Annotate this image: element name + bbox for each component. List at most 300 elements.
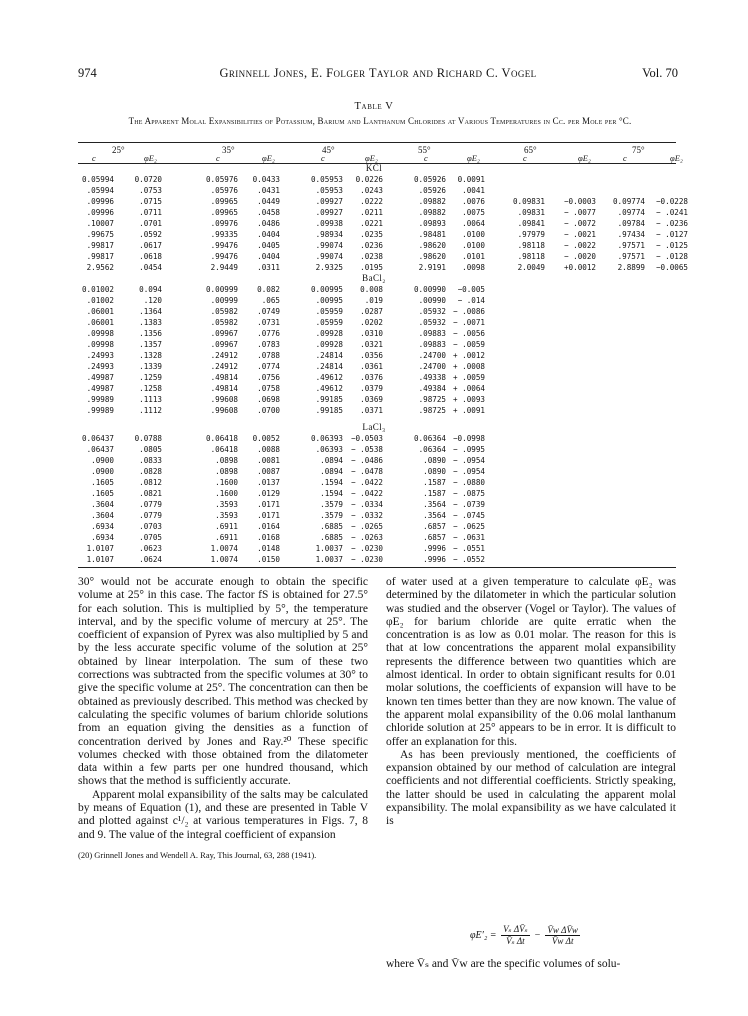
expansibility-cell: .0731 [257, 318, 280, 327]
expansibility-cell: − .0230 [350, 544, 383, 553]
table-row [0, 406, 748, 417]
expansibility-cell: − .0020 [563, 252, 596, 261]
expansibility-cell: .0756 [257, 373, 280, 382]
temperature-header: 75° [632, 145, 645, 155]
concentration-cell: .05953 [315, 186, 343, 195]
concentration-cell: .24993 [86, 351, 114, 360]
table-bottom-rule [78, 567, 676, 568]
concentration-cell: .99476 [210, 241, 238, 250]
fraction-denominator: V̄w Δt [551, 936, 574, 946]
concentration-cell: .6885 [320, 533, 343, 542]
concentration-cell: 0.05953 [310, 175, 343, 184]
table-row [0, 318, 748, 329]
running-head [78, 66, 678, 82]
expansibility-cell: − .0745 [452, 511, 485, 520]
expansibility-cell: .0715 [139, 197, 162, 206]
expansibility-cell: .0098 [462, 263, 485, 272]
concentration-cell: 0.05926 [413, 175, 446, 184]
concentration-cell: .1600 [215, 478, 238, 487]
expansibility-cell: .0100 [462, 230, 485, 239]
concentration-cell: .01002 [86, 296, 114, 305]
expansibility-cell: .120 [143, 296, 162, 305]
expansibility-cell: −0.005 [457, 285, 485, 294]
concentration-cell: 2.9562 [86, 263, 114, 272]
concentration-cell: .05976 [210, 186, 238, 195]
table-top-rule [78, 142, 676, 143]
expansibility-cell: .0749 [257, 307, 280, 316]
concentration-cell: .24700 [418, 362, 446, 371]
expansibility-cell: .0087 [257, 467, 280, 476]
expansibility-cell: −0.0503 [350, 434, 383, 443]
expansibility-cell: .1357 [139, 340, 162, 349]
expansibility-cell: − .0538 [350, 445, 383, 454]
expansibility-cell: .0705 [139, 533, 162, 542]
concentration-cell: .0898 [215, 456, 238, 465]
concentration-cell: 0.06437 [81, 434, 114, 443]
concentration-cell: .99817 [86, 241, 114, 250]
concentration-cell: .00990 [418, 296, 446, 305]
expansibility-cell: .0235 [360, 230, 383, 239]
expansibility-cell: 0.0433 [252, 175, 280, 184]
table-row [0, 445, 748, 456]
concentration-cell: .9996 [423, 544, 446, 553]
expansibility-cell: − .014 [457, 296, 485, 305]
expansibility-cell: .019 [364, 296, 383, 305]
expansibility-cell: − .0875 [452, 489, 485, 498]
concentration-cell: .09831 [517, 208, 545, 217]
expansibility-cell: .0703 [139, 522, 162, 531]
expansibility-cell: .0211 [360, 208, 383, 217]
expansibility-cell: − .0478 [350, 467, 383, 476]
expansibility-cell: 0.0091 [457, 175, 485, 184]
expansibility-cell: − .0334 [350, 500, 383, 509]
expansibility-cell: .0129 [257, 489, 280, 498]
body-paragraph: As has been previously mentioned, the coefficients of expansion obtained by our method of calculation are integral coefficients and not differential coefficients. Strictly speaking, the latter should be used in calculating the apparent molal expansibility. The molal expansibility as we have calculated it is [386, 748, 676, 828]
expansibility-cell: − .0422 [350, 478, 383, 487]
expansibility-cell: .0486 [257, 219, 280, 228]
concentration-cell: .98620 [418, 241, 446, 250]
concentration-cell: 0.05994 [81, 175, 114, 184]
temperature-header: 55° [418, 145, 431, 155]
concentration-cell: 1.0037 [315, 544, 343, 553]
concentration-cell: .6857 [423, 522, 446, 531]
concentration-cell: .9996 [423, 555, 446, 564]
concentration-cell: .0894 [320, 467, 343, 476]
expansibility-cell: − .0241 [655, 208, 688, 217]
table-row [0, 456, 748, 467]
table-row [0, 373, 748, 384]
expansibility-cell: + .0012 [452, 351, 485, 360]
expansibility-header: φE₂ [262, 153, 275, 163]
table-row [0, 522, 748, 533]
concentration-cell: .99989 [86, 406, 114, 415]
expansibility-cell: .0137 [257, 478, 280, 487]
concentration-cell: .00995 [315, 296, 343, 305]
concentration-cell: .09784 [617, 219, 645, 228]
expansibility-cell: .0617 [139, 241, 162, 250]
table-row [0, 285, 748, 296]
expansibility-cell: .0405 [257, 241, 280, 250]
expansibility-cell: .0779 [139, 500, 162, 509]
concentration-cell: .10007 [86, 219, 114, 228]
table-row [0, 555, 748, 566]
body-paragraph: 30° would not be accurate enough to obtain the specific volume at 25° in this case. The factor fS is obtained for 27.5° for each solution. This is multiplied by 5°, the temperature interval, and by the specific volume of mercury at 25°. The coefficient of expansion of Pyrex was also multiplied by 5 and by the less accurate specific volume of the solution at 25° obtained by linear interpolation. The sum of these two corrections was subtracted from the specific volumes at 30° to give the specific volume at 25°. The concentration can then be obtained as previously described. This method was checked by calculating the specific volumes of barium chloride solutions from an equation giving the densities as a function of concentration derived by Jones and Ray.²⁰ These specific volumes checked with those obtained from the dilatometer data within a few parts per one hundred thousand, which shows that the method is sufficiently accurate. [78, 576, 368, 788]
concentration-cell: .0900 [91, 456, 114, 465]
expansibility-cell: .0711 [139, 208, 162, 217]
expansibility-cell: .0700 [257, 406, 280, 415]
expansibility-cell: − .0265 [350, 522, 383, 531]
expansibility-cell: .0454 [139, 263, 162, 272]
table-row [0, 544, 748, 555]
concentration-cell: .1594 [320, 478, 343, 487]
equation-lhs: φE′₂ = [470, 929, 497, 941]
concentration-cell: .97571 [617, 241, 645, 250]
expansibility-cell: + .0064 [452, 384, 485, 393]
concentration-cell: .1605 [91, 478, 114, 487]
table-row [0, 241, 748, 252]
expansibility-cell: .0088 [257, 445, 280, 454]
expansibility-cell: .1259 [139, 373, 162, 382]
expansibility-cell: .0431 [257, 186, 280, 195]
expansibility-cell: −0.0228 [655, 197, 688, 206]
concentration-cell: .3579 [320, 500, 343, 509]
expansibility-cell: .0758 [257, 384, 280, 393]
concentration-cell: .1605 [91, 489, 114, 498]
concentration-cell: .09938 [315, 219, 343, 228]
expansibility-cell: + .0091 [452, 406, 485, 415]
expansibility-cell: .0195 [360, 263, 383, 272]
expansibility-cell: .0243 [360, 186, 383, 195]
concentration-cell: .3564 [423, 511, 446, 520]
expansibility-header: φE₂ [578, 153, 591, 163]
concentration-cell: .06393 [315, 445, 343, 454]
concentration-cell: .99608 [210, 395, 238, 404]
expansibility-cell: + .0008 [452, 362, 485, 371]
concentration-cell: .0890 [423, 456, 446, 465]
concentration-cell: .49987 [86, 384, 114, 393]
table-row [0, 296, 748, 307]
concentration-cell: 1.0107 [86, 555, 114, 564]
concentration-cell: .05926 [418, 186, 446, 195]
expansibility-cell: − .0486 [350, 456, 383, 465]
expansibility-header: φE₂ [467, 153, 480, 163]
salt-group-heading: LaCl₃ [362, 422, 386, 432]
concentration-cell: .49338 [418, 373, 446, 382]
expansibility-cell: − .0071 [452, 318, 485, 327]
table-row [0, 467, 748, 478]
concentration-cell: .97434 [617, 230, 645, 239]
concentration-header: c [92, 153, 96, 163]
expansibility-cell: .0064 [462, 219, 485, 228]
concentration-cell: .98934 [315, 230, 343, 239]
expansibility-cell: .0148 [257, 544, 280, 553]
concentration-cell: .6934 [91, 533, 114, 542]
expansibility-cell: .0238 [360, 252, 383, 261]
concentration-cell: 0.09831 [512, 197, 545, 206]
equation-minus: − [534, 929, 541, 941]
concentration-cell: .24993 [86, 362, 114, 371]
concentration-cell: .09883 [418, 329, 446, 338]
expansibility-cell: .0287 [360, 307, 383, 316]
expansibility-cell: .0311 [257, 263, 280, 272]
concentration-cell: .49612 [315, 373, 343, 382]
concentration-cell: .49384 [418, 384, 446, 393]
expansibility-cell: .0075 [462, 208, 485, 217]
expansibility-cell: .0828 [139, 467, 162, 476]
closing-line [386, 958, 676, 971]
concentration-cell: .24912 [210, 351, 238, 360]
expansibility-cell: − .0332 [350, 511, 383, 520]
concentration-cell: .09893 [418, 219, 446, 228]
table-row [0, 384, 748, 395]
expansibility-cell: .0701 [139, 219, 162, 228]
concentration-cell: .06364 [418, 445, 446, 454]
concentration-cell: 1.0074 [210, 555, 238, 564]
expansibility-cell: − .0995 [452, 445, 485, 454]
expansibility-cell: − .0631 [452, 533, 485, 542]
body-text-line: where V̄ₛ and V̄w are the specific volumes of solu- [386, 958, 621, 970]
concentration-cell: 0.00995 [310, 285, 343, 294]
expansibility-cell: 0.0788 [134, 434, 162, 443]
running-head-authors: Grinnell Jones, E. Folger Taylor and Richard C. Vogel [219, 66, 537, 80]
table-row [0, 434, 748, 445]
concentration-cell: .09998 [86, 340, 114, 349]
expansibility-cell: −0.0003 [563, 197, 596, 206]
concentration-cell: .06001 [86, 307, 114, 316]
concentration-cell: .05932 [418, 318, 446, 327]
concentration-cell: .99074 [315, 252, 343, 261]
concentration-cell: 0.05976 [205, 175, 238, 184]
concentration-header: c [321, 153, 325, 163]
concentration-cell: .24814 [315, 362, 343, 371]
expansibility-cell: .0371 [360, 406, 383, 415]
page-number: 974 [78, 66, 97, 80]
expansibility-cell: .0449 [257, 197, 280, 206]
expansibility-cell: .0788 [257, 351, 280, 360]
expansibility-cell: .0171 [257, 511, 280, 520]
expansibility-cell: − .0127 [655, 230, 688, 239]
concentration-cell: .05982 [210, 307, 238, 316]
concentration-cell: .09967 [210, 329, 238, 338]
expansibility-cell: .0369 [360, 395, 383, 404]
expansibility-cell: .0076 [462, 197, 485, 206]
expansibility-cell: .0150 [257, 555, 280, 564]
concentration-cell: 0.06393 [310, 434, 343, 443]
expansibility-cell: .0779 [139, 511, 162, 520]
concentration-cell: .98725 [418, 395, 446, 404]
expansibility-cell: − .0625 [452, 522, 485, 531]
table-row [0, 395, 748, 406]
expansibility-cell: .1328 [139, 351, 162, 360]
expansibility-cell: .0376 [360, 373, 383, 382]
expansibility-cell: .0618 [139, 252, 162, 261]
concentration-cell: .09965 [210, 197, 238, 206]
concentration-cell: 0.00999 [205, 285, 238, 294]
expansibility-cell: 0.0052 [252, 434, 280, 443]
expansibility-cell: −0.0998 [452, 434, 485, 443]
table-row [0, 489, 748, 500]
concentration-cell: .24700 [418, 351, 446, 360]
concentration-cell: 2.9325 [315, 263, 343, 272]
expansibility-cell: .0753 [139, 186, 162, 195]
concentration-cell: .99074 [315, 241, 343, 250]
expansibility-cell: 0.094 [139, 285, 162, 294]
concentration-cell: .99989 [86, 395, 114, 404]
table-label: Table V [354, 101, 394, 112]
expansibility-cell: .1383 [139, 318, 162, 327]
expansibility-cell: − .0086 [452, 307, 485, 316]
concentration-header: c [523, 153, 527, 163]
concentration-cell: .99608 [210, 406, 238, 415]
concentration-cell: 2.9449 [210, 263, 238, 272]
expansibility-cell: − .0077 [563, 208, 596, 217]
expansibility-cell: − .0954 [452, 467, 485, 476]
concentration-cell: .05959 [315, 318, 343, 327]
temperature-header: 65° [524, 145, 537, 155]
expansibility-cell: .0310 [360, 329, 383, 338]
expansibility-cell: .1356 [139, 329, 162, 338]
concentration-cell: .09927 [315, 208, 343, 217]
concentration-cell: .6885 [320, 522, 343, 531]
concentration-cell: .6911 [215, 522, 238, 531]
table-row [0, 351, 748, 362]
expansibility-cell: .0624 [139, 555, 162, 564]
expansibility-cell: .1258 [139, 384, 162, 393]
body-paragraph: Apparent molal expansibility of the salts may be calculated by means of Equation (1), and these are presented in Table V and plotted against c¹/₂ at various temperatures in Figs. 7, 8 and 9. The value of the integral coefficient of expansion [78, 788, 368, 841]
concentration-cell: .97571 [617, 252, 645, 261]
concentration-cell: 1.0107 [86, 544, 114, 553]
expansibility-cell: .0221 [360, 219, 383, 228]
expansibility-cell: − .0056 [452, 329, 485, 338]
concentration-cell: .0890 [423, 467, 446, 476]
expansibility-cell: + .0093 [452, 395, 485, 404]
concentration-cell: .09928 [315, 340, 343, 349]
table-row [0, 219, 748, 230]
concentration-cell: .09996 [86, 208, 114, 217]
table-row [0, 329, 748, 340]
expansibility-header: φE₂ [670, 153, 683, 163]
expansibility-cell: .0171 [257, 500, 280, 509]
table-row [0, 197, 748, 208]
concentration-cell: 1.0037 [315, 555, 343, 564]
expansibility-cell: .0081 [257, 456, 280, 465]
concentration-cell: .49814 [210, 384, 238, 393]
concentration-header: c [623, 153, 627, 163]
expansibility-cell: .0236 [360, 241, 383, 250]
expansibility-cell: .1113 [139, 395, 162, 404]
expansibility-cell: − .0072 [563, 219, 596, 228]
concentration-cell: .06437 [86, 445, 114, 454]
expansibility-cell: 0.0226 [355, 175, 383, 184]
expansibility-cell: .0100 [462, 241, 485, 250]
concentration-cell: .99817 [86, 252, 114, 261]
expansibility-cell: .065 [261, 296, 280, 305]
concentration-cell: .24814 [315, 351, 343, 360]
concentration-cell: .09967 [210, 340, 238, 349]
concentration-cell: .3604 [91, 511, 114, 520]
concentration-cell: 0.09774 [612, 197, 645, 206]
expansibility-cell: .0041 [462, 186, 485, 195]
table-row [0, 307, 748, 318]
concentration-cell: .09976 [210, 219, 238, 228]
equation-fraction [545, 925, 580, 946]
expansibility-cell: .0592 [139, 230, 162, 239]
expansibility-cell: − .0739 [452, 500, 485, 509]
table-row [0, 478, 748, 489]
expansibility-cell: − .0422 [350, 489, 383, 498]
expansibility-cell: − .0954 [452, 456, 485, 465]
concentration-cell: 0.06418 [205, 434, 238, 443]
table-row [0, 186, 748, 197]
concentration-cell: .06418 [210, 445, 238, 454]
concentration-cell: .0894 [320, 456, 343, 465]
table-row [0, 340, 748, 351]
concentration-cell: .00999 [210, 296, 238, 305]
expansibility-header: φE₂ [144, 153, 157, 163]
concentration-cell: .49612 [315, 384, 343, 393]
expansibility-cell: − .0263 [350, 533, 383, 542]
expansibility-cell: .1364 [139, 307, 162, 316]
concentration-cell: 2.9191 [418, 263, 446, 272]
concentration-cell: .1587 [423, 478, 446, 487]
concentration-cell: .98620 [418, 252, 446, 261]
concentration-cell: .05932 [418, 307, 446, 316]
concentration-cell: .05994 [86, 186, 114, 195]
concentration-cell: .49987 [86, 373, 114, 382]
concentration-cell: .99335 [210, 230, 238, 239]
expansibility-cell: .0164 [257, 522, 280, 531]
temperature-header: 25° [112, 145, 125, 155]
expansibility-cell: .0361 [360, 362, 383, 371]
concentration-cell: .06001 [86, 318, 114, 327]
volume-label: Vol. 70 [642, 66, 678, 80]
expansibility-cell: .0623 [139, 544, 162, 553]
expansibility-cell: − .0059 [452, 340, 485, 349]
expansibility-cell: .0783 [257, 340, 280, 349]
concentration-cell: .99185 [315, 406, 343, 415]
concentration-cell: .3593 [215, 511, 238, 520]
expansibility-cell: .1339 [139, 362, 162, 371]
concentration-cell: .49814 [210, 373, 238, 382]
expansibility-cell: .0168 [257, 533, 280, 542]
expansibility-cell: 0.0720 [134, 175, 162, 184]
concentration-cell: 0.06364 [413, 434, 446, 443]
expansibility-cell: .1112 [139, 406, 162, 415]
expansibility-cell: .0404 [257, 230, 280, 239]
concentration-cell: .98118 [517, 252, 545, 261]
concentration-cell: .1594 [320, 489, 343, 498]
left-text-column [78, 576, 368, 861]
concentration-cell: .3579 [320, 511, 343, 520]
expansibility-cell: 0.008 [360, 285, 383, 294]
concentration-cell: .09928 [315, 329, 343, 338]
expansibility-cell: .0812 [139, 478, 162, 487]
concentration-cell: .24912 [210, 362, 238, 371]
table-row [0, 500, 748, 511]
concentration-cell: 0.00990 [413, 285, 446, 294]
concentration-cell: .1600 [215, 489, 238, 498]
expansibility-cell: − .0125 [655, 241, 688, 250]
expansibility-cell: .0776 [257, 329, 280, 338]
expansibility-cell: .0222 [360, 197, 383, 206]
table-row [0, 175, 748, 186]
fraction-numerator: V̄w ΔV̄w [547, 925, 578, 935]
concentration-cell: .98481 [418, 230, 446, 239]
concentration-cell: .09882 [418, 208, 446, 217]
expansibility-cell: − .0021 [563, 230, 596, 239]
table-caption: The Apparent Molal Expansibilities of Potassium, Barium and Lanthanum Chlorides at Various Temperatures in Cc. per Mole per °C. [128, 116, 632, 126]
concentration-cell: .99185 [315, 395, 343, 404]
